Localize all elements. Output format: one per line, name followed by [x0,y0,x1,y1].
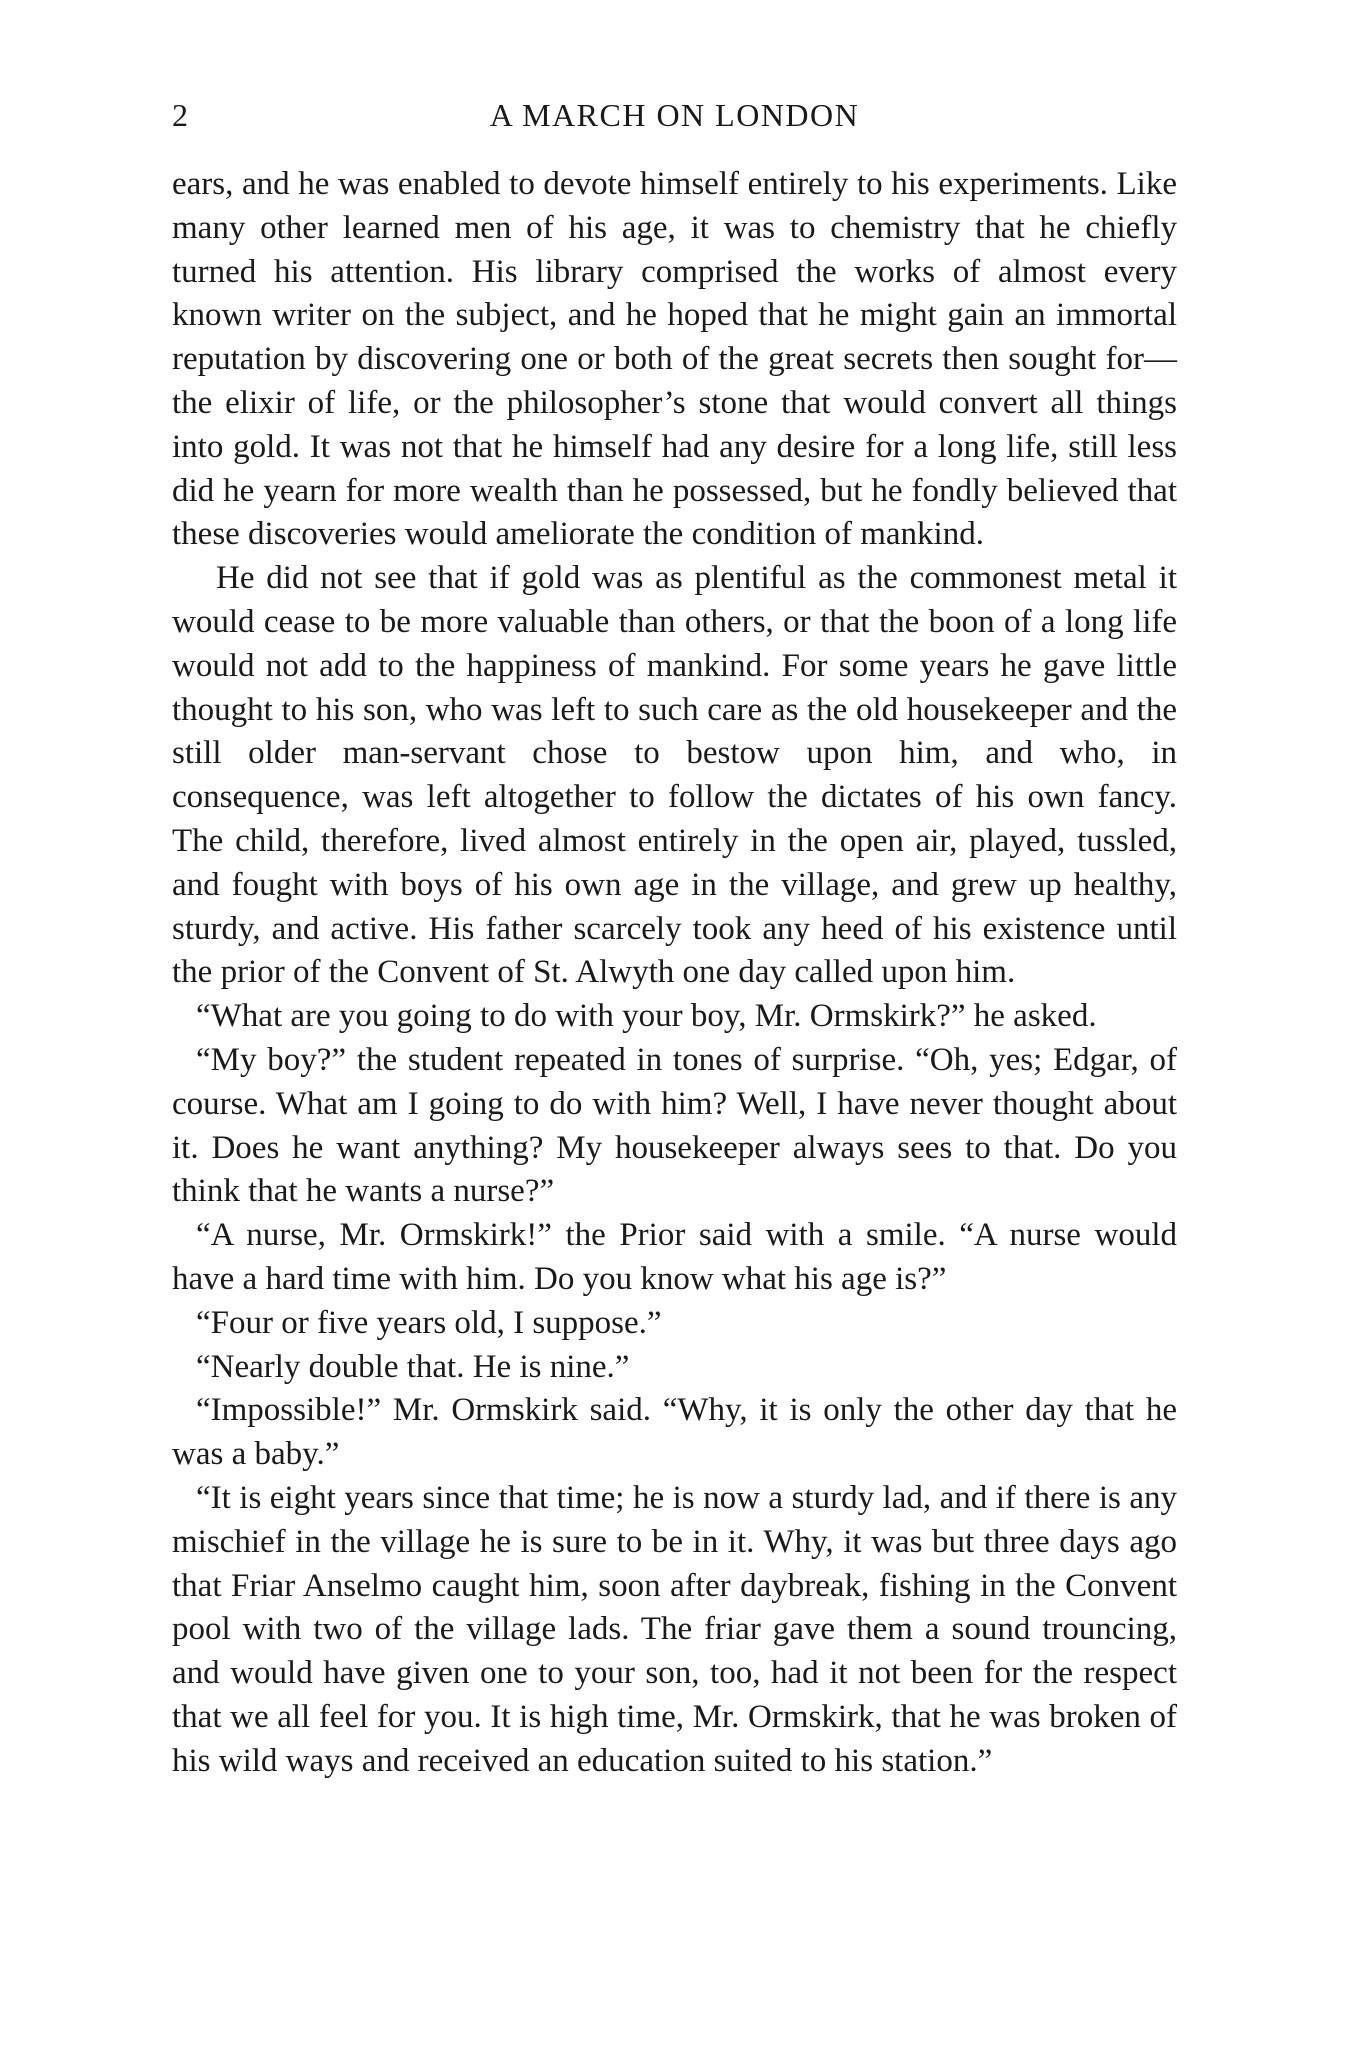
dialogue-paragraph: “Four or five years old, I suppose.” [196,1304,662,1341]
dialogue-paragraph: “My boy?” the student repeated in tones of surprise. “Oh, yes; Edgar, of course. What am I going to do with him? Well, I have never thought about it. Does he want anything? My housekeeper always sees to that. Do you think that he wants a nurse?” [172,1041,1177,1210]
running-title: A MARCH ON LONDON [489,97,860,133]
body-text [172,163,1177,1783]
running-head [172,92,1177,138]
dialogue-paragraph: “A nurse, Mr. Ormskirk!” the Prior said with a smile. “A nurse would have a hard time with him. Do you know what his age is?” [172,1217,1177,1297]
paragraph-continuation: ears, and he was enabled to devote himself entirely to his experiments. Like many other learned men of his age, it was to chemistry that he chiefly turned his attention. His library comprised the works of almost every known writer on the subject, and he hoped that he might gain an immortal reputation by discovering one or both of the great secrets then sought for—the elixir of life, or the philosopher’s stone that would convert all things into gold. It was not that he himself had any desire for a long life, still less did he yearn for more wealth than he possessed, but he fondly believed that these discoveries would ameliorate the condition of mankind. [172,166,1177,553]
dialogue-paragraph: “It is eight years since that time; he is now a sturdy lad, and if there is any mischief in the village he is sure to be in it. Why, it was but three days ago that Friar Anselmo caught him, soon after daybreak, fishing in the Convent pool with two of the village lads. The friar gave them a sound trouncing, and would have given one to your son, too, had it not been for the respect that we all feel for you. It is high time, Mr. Ormskirk, that he was broken of his wild ways and received an education suited to his station.” [172,1479,1177,1779]
paragraph: He did not see that if gold was as plentiful as the commonest metal it would cease to be more valuable than others, or that the boon of a long life would not add to the happiness of mankind. For some years he gave little thought to his son, who was left to such care as the old housekeeper and the still older man-servant chose to bestow upon him, and who, in consequence, was left altogether to follow the dictates of his own fancy. The child, therefore, lived almost entirely in the open air, played, tussled, and fought with boys of his own age in the village, and grew up healthy, sturdy, and active. His father scarcely took any heed of his existence until the prior of the Convent of St. Alwyth one day called upon him. [172,560,1177,991]
dialogue-paragraph: “Nearly double that. He is nine.” [196,1348,630,1385]
dialogue-paragraph: “What are you going to do with your boy, Mr. Ormskirk?” he asked. [196,998,1097,1035]
page-number: 2 [172,97,188,133]
dialogue-paragraph: “Impossible!” Mr. Ormskirk said. “Why, it is only the other day that he was a baby.” [172,1392,1177,1473]
